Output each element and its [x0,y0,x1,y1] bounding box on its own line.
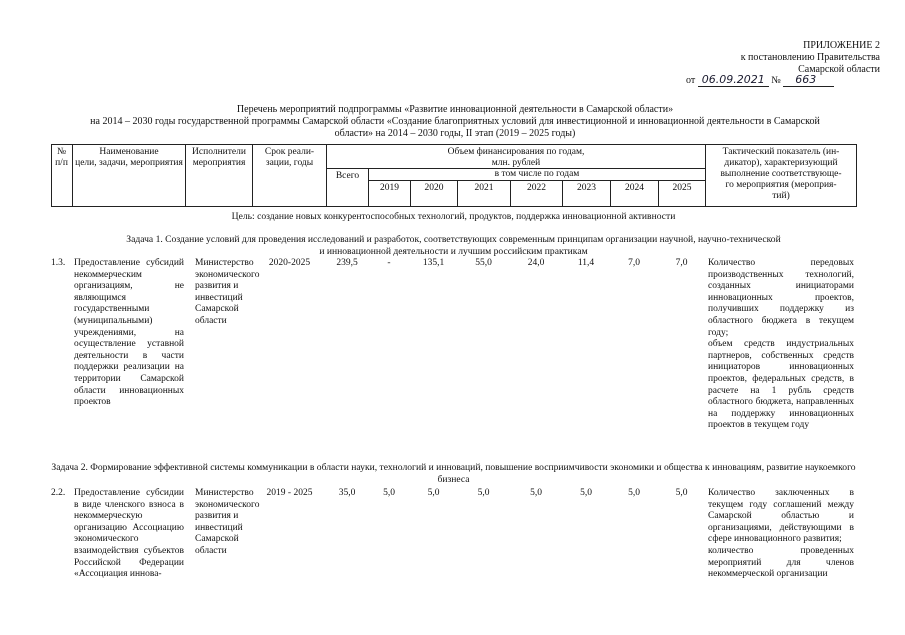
header-year-2024: 2024 [625,183,644,193]
title-line-3: области» на 2014 – 2030 годы, II этап (2019 – 2025 годы) [334,128,576,139]
task-1-line-1: Задача 1. Создание условий для проведения исследований и разработок, соответствующих современным принципам организации научной, научно-технической [126,234,781,245]
executor: Министерство экономического развития и инвестиций Самарской области [195,258,260,326]
appendix-line-3: Самарской области [798,64,880,75]
header-year-2025: 2025 [672,183,692,193]
header-year-2022: 2022 [527,183,546,193]
title-line-2: на 2014 – 2030 годы государственной программы Самарской области «Создание благоприятных условий для инвестиционной и инновационной деятельности в Самарской [90,116,820,127]
header-executor: Исполнители мероприятия [192,147,246,168]
value-2020: 5,0 [427,488,440,498]
appendix-line-2: к постановлению Правительства [740,52,880,63]
value-2023: 5,0 [580,488,592,498]
term: 2019 - 2025 [266,488,313,498]
header-funding: Объем финансирования по годам, млн. рублей [447,147,585,168]
header-including-by-years: в том числе по годам [494,169,580,179]
value-2019: 5,0 [383,488,395,498]
value-2025: 7,0 [675,258,688,268]
executor: Министерство экономического развития и инвестиций Самарской области [195,488,260,556]
task-2-heading: Задача 2. Формирование эффективной системы коммуникации в области науки, технологий и инноваций, повышение восприимчивости экономики и общества к инновациям, развитие наукоемкого бизнеса [51,462,856,485]
header-year-2020: 2020 [424,183,444,193]
appendix-title: ПРИЛОЖЕНИЕ 2 [803,40,880,51]
total: 35,0 [338,488,356,498]
header-indicator: Тактический показатель (ин- дикатор), характеризующий выполнение соответствующе- го мероприятия (мероприя- тий) [720,147,842,201]
value-2022: 5,0 [530,488,542,498]
value-2024: 5,0 [628,488,640,498]
total: 239,5 [336,258,358,268]
task-1-line-2: и инновационной деятельности и лучшим российским практикам [319,245,588,257]
number-prefix: № [771,75,781,86]
row-number: 1.3. [51,258,66,268]
row-number: 2.2. [51,488,66,498]
value-2019: - [387,258,391,268]
goal-line: Цель: создание новых конкурентоспособных технологий, продуктов, поддержка инновационной активности [231,211,676,222]
document-title [40,104,870,140]
number-value: 663 [783,73,834,87]
header-total: Всего [335,171,360,181]
value-2023: 11,4 [577,258,595,268]
header-year-2019: 2019 [380,183,399,193]
value-2022: 24,0 [527,258,545,268]
date-prefix: от [686,75,696,86]
value-2020: 135,1 [422,258,445,268]
title-line-1: Перечень мероприятий подпрограммы «Развитие инновационной деятельности в Самарской области» [236,104,674,115]
header-year-2021: 2021 [474,183,494,193]
activity-name: Предоставление субсидии в виде членского взноса в некоммерческую организацию Ассоциацию экономического взаимодействия субъектов Российской Федерации «Ассоциация иннова- [74,488,184,580]
header-name: Наименование цели, задачи, мероприятия [75,147,183,168]
value-2021: 55,0 [475,258,492,268]
appendix-header [640,40,880,76]
value-2025: 5,0 [675,488,688,498]
value-2024: 7,0 [628,258,640,268]
indicator: Количество заключенных в текущем году соглашений между Самарской областью и организациями, действующими в сфере инновационного развития; количество проведенных мероприятий для членов некоммерческой организации [708,488,854,580]
header-number: № п/п [55,147,68,168]
value-2021: 5,0 [477,488,490,498]
activity-name: Предоставление субсидий некоммерческим организациям, не являющимся государственными (муниципальными) учреждениями, на осуществление уставной деятельности в части поддержки реализации на территории Самарской области инновационных проектов [74,258,184,408]
header-year-2023: 2023 [577,183,596,193]
date-number-line [686,74,834,87]
date-value: 06.09.2021 [698,73,769,87]
header-term: Срок реали- зации, годы [264,147,315,168]
task-1-heading [51,234,856,257]
indicator: Количество передовых производственных технологий, созданных инициаторами инновационных проектов, получивших поддержку из областного бюджета в текущем году; объем средств индустриальных партнеров, собственных средств инициаторов инновационных проектов, федеральных средств, в расчете на 1 рубль средств областного бюджета, направленных на поддержку инновационных проектов в текущем году [708,258,854,431]
term: 2020-2025 [268,258,311,268]
